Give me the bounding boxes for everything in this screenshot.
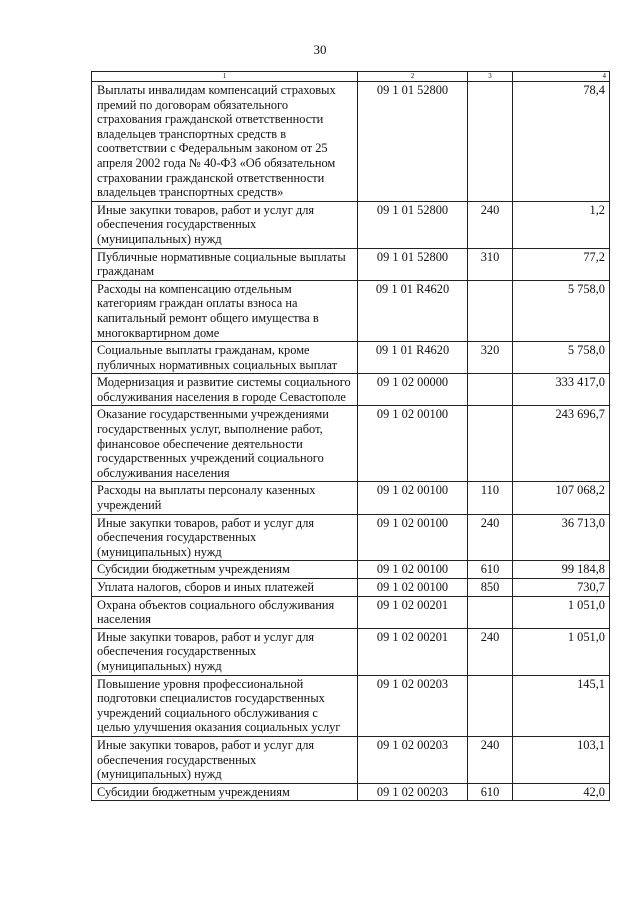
row-name-cell: Уплата налогов, сборов и иных платежей bbox=[92, 579, 358, 597]
row-code-cell: 09 1 01 R4620 bbox=[358, 342, 468, 374]
header-amount: 4 bbox=[513, 72, 610, 82]
row-code-cell: 09 1 01 52800 bbox=[358, 82, 468, 202]
row-amount-cell: 77,2 bbox=[513, 248, 610, 280]
table-row bbox=[92, 628, 610, 675]
row-type-cell bbox=[468, 596, 513, 628]
row-name-cell: Модернизация и развитие системы социального обслуживания населения в городе Севастополе bbox=[92, 374, 358, 406]
row-code-cell: 09 1 02 00100 bbox=[358, 579, 468, 597]
table-body bbox=[92, 82, 610, 801]
row-name-cell: Субсидии бюджетным учреждениям bbox=[92, 783, 358, 801]
row-code-cell: 09 1 02 00203 bbox=[358, 783, 468, 801]
row-amount-cell: 243 696,7 bbox=[513, 406, 610, 482]
row-type-cell: 240 bbox=[468, 736, 513, 783]
row-code-cell: 09 1 02 00000 bbox=[358, 374, 468, 406]
row-type-cell: 610 bbox=[468, 561, 513, 579]
header-type: 3 bbox=[468, 72, 513, 82]
row-type-cell: 240 bbox=[468, 514, 513, 561]
table-row bbox=[92, 248, 610, 280]
row-name-cell: Выплаты инвалидам компенсаций страховых премий по договорам обязательного страхования гражданской ответственности владельцев транспортных средств в соответствии с Федеральным законом от 25 апреля 2002 года № 40-ФЗ «Об обязательном страховании гражданской ответственности владельцев транспортных средств» bbox=[92, 82, 358, 202]
table-row bbox=[92, 482, 610, 514]
table-row bbox=[92, 596, 610, 628]
row-amount-cell: 1 051,0 bbox=[513, 628, 610, 675]
row-type-cell bbox=[468, 406, 513, 482]
table-row bbox=[92, 561, 610, 579]
table-row bbox=[92, 514, 610, 561]
row-code-cell: 09 1 02 00100 bbox=[358, 482, 468, 514]
row-amount-cell: 145,1 bbox=[513, 675, 610, 736]
row-amount-cell: 36 713,0 bbox=[513, 514, 610, 561]
row-name-cell: Иные закупки товаров, работ и услуг для обеспечения государственных (муниципальных) нужд bbox=[92, 628, 358, 675]
row-name-cell: Иные закупки товаров, работ и услуг для обеспечения государственных (муниципальных) нужд bbox=[92, 736, 358, 783]
row-type-cell: 610 bbox=[468, 783, 513, 801]
row-code-cell: 09 1 02 00203 bbox=[358, 675, 468, 736]
row-code-cell: 09 1 02 00203 bbox=[358, 736, 468, 783]
row-amount-cell: 99 184,8 bbox=[513, 561, 610, 579]
row-name-cell: Социальные выплаты гражданам, кроме публичных нормативных социальных выплат bbox=[92, 342, 358, 374]
table-row bbox=[92, 783, 610, 801]
row-name-cell: Публичные нормативные социальные выплаты гражданам bbox=[92, 248, 358, 280]
row-code-cell: 09 1 02 00100 bbox=[358, 514, 468, 561]
row-code-cell: 09 1 02 00100 bbox=[358, 561, 468, 579]
table-row bbox=[92, 736, 610, 783]
table-row bbox=[92, 579, 610, 597]
row-amount-cell: 333 417,0 bbox=[513, 374, 610, 406]
row-code-cell: 09 1 01 R4620 bbox=[358, 280, 468, 341]
row-name-cell: Иные закупки товаров, работ и услуг для обеспечения государственных (муниципальных) нужд bbox=[92, 201, 358, 248]
row-amount-cell: 1,2 bbox=[513, 201, 610, 248]
row-type-cell: 310 bbox=[468, 248, 513, 280]
budget-table bbox=[91, 71, 610, 801]
row-amount-cell: 1 051,0 bbox=[513, 596, 610, 628]
header-name: 1 bbox=[92, 72, 358, 82]
row-type-cell bbox=[468, 280, 513, 341]
table-row bbox=[92, 406, 610, 482]
row-name-cell: Расходы на выплаты персоналу казенных учреждений bbox=[92, 482, 358, 514]
row-name-cell: Оказание государственными учреждениями государственных услуг, выполнение работ, финансовое обеспечение деятельности государственных учреждений социального обслуживания населения bbox=[92, 406, 358, 482]
header-code: 2 bbox=[358, 72, 468, 82]
row-code-cell: 09 1 01 52800 bbox=[358, 248, 468, 280]
row-code-cell: 09 1 02 00100 bbox=[358, 406, 468, 482]
table-row bbox=[92, 82, 610, 202]
row-type-cell: 110 bbox=[468, 482, 513, 514]
table-row bbox=[92, 374, 610, 406]
row-type-cell bbox=[468, 675, 513, 736]
row-name-cell: Повышение уровня профессиональной подготовки специалистов государственных учреждений социального обслуживания с целью улучшения оказания социальных услуг bbox=[92, 675, 358, 736]
row-type-cell bbox=[468, 82, 513, 202]
row-name-cell: Иные закупки товаров, работ и услуг для обеспечения государственных (муниципальных) нужд bbox=[92, 514, 358, 561]
row-amount-cell: 42,0 bbox=[513, 783, 610, 801]
row-amount-cell: 5 758,0 bbox=[513, 342, 610, 374]
table-row bbox=[92, 201, 610, 248]
row-amount-cell: 730,7 bbox=[513, 579, 610, 597]
row-code-cell: 09 1 01 52800 bbox=[358, 201, 468, 248]
row-amount-cell: 103,1 bbox=[513, 736, 610, 783]
row-type-cell: 320 bbox=[468, 342, 513, 374]
row-type-cell: 240 bbox=[468, 628, 513, 675]
row-code-cell: 09 1 02 00201 bbox=[358, 628, 468, 675]
table-row bbox=[92, 280, 610, 341]
row-type-cell bbox=[468, 374, 513, 406]
row-name-cell: Субсидии бюджетным учреждениям bbox=[92, 561, 358, 579]
table-row bbox=[92, 675, 610, 736]
table-row bbox=[92, 342, 610, 374]
row-name-cell: Расходы на компенсацию отдельным категориям граждан оплаты взноса на капитальный ремонт общего имущества в многоквартирном доме bbox=[92, 280, 358, 341]
row-amount-cell: 5 758,0 bbox=[513, 280, 610, 341]
row-name-cell: Охрана объектов социального обслуживания населения bbox=[92, 596, 358, 628]
page-number: 30 bbox=[313, 42, 327, 57]
row-amount-cell: 107 068,2 bbox=[513, 482, 610, 514]
row-type-cell: 850 bbox=[468, 579, 513, 597]
row-code-cell: 09 1 02 00201 bbox=[358, 596, 468, 628]
header-row bbox=[92, 72, 610, 82]
row-amount-cell: 78,4 bbox=[513, 82, 610, 202]
row-type-cell: 240 bbox=[468, 201, 513, 248]
